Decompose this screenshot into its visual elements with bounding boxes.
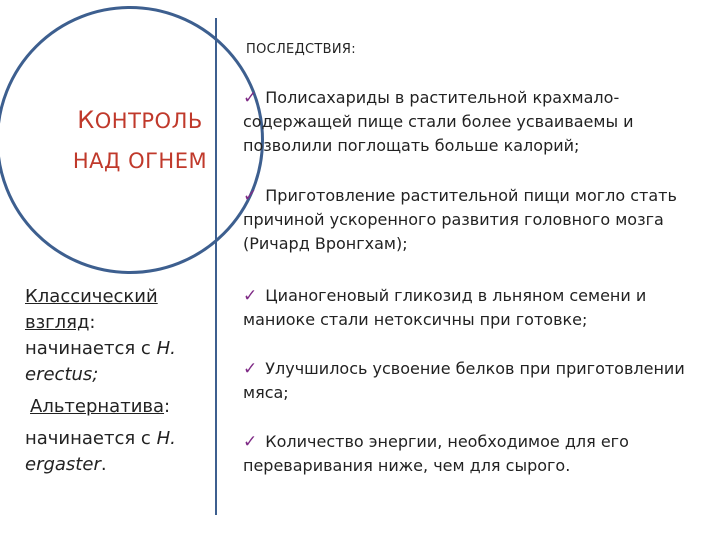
- title-line-1: [60, 100, 220, 141]
- alternative-colon: :: [164, 396, 171, 417]
- title-line-2: НАД ОГНЕМ: [72, 149, 208, 173]
- classic-label: Классический взгляд: [25, 286, 158, 333]
- alternative-view: [25, 428, 176, 475]
- heading-colon: :: [351, 42, 356, 57]
- alternative-period: .: [100, 454, 107, 475]
- check-icon: ✓: [243, 186, 258, 206]
- check-icon: ✓: [243, 88, 258, 108]
- classic-colon: :: [89, 312, 96, 333]
- consequence-item-4: [243, 357, 713, 405]
- slide-title: [60, 100, 220, 181]
- item-text: Улучшилось усвоение белков при приготовлении мяса;: [243, 359, 685, 402]
- item-text: Приготовление растительной пищи могло стать причиной ускоренного развития головного мозга (Ричард Вронгхам);: [243, 186, 677, 253]
- title-rest: ОНТРОЛЬ: [94, 109, 203, 133]
- heading-text: ПОСЛЕДСТВИЯ: [246, 42, 352, 57]
- classic-species: H. erectus;: [25, 338, 176, 385]
- consequence-item-1: [243, 86, 713, 158]
- alternative-species: H. ergaster: [25, 428, 176, 475]
- classic-text: начинается с: [25, 338, 157, 359]
- divider-line: [215, 18, 217, 515]
- check-icon: ✓: [243, 359, 258, 379]
- title-initial: К: [77, 106, 95, 134]
- consequences-heading: [246, 42, 356, 57]
- alternative-label: Альтернатива: [30, 396, 165, 417]
- alternative-text: начинается с: [25, 428, 157, 449]
- consequence-item-2: [243, 184, 713, 256]
- consequence-item-3: [243, 284, 713, 332]
- item-text: Цианогеновый гликозид в льняном семени и маниоке стали нетоксичны при готовке;: [243, 286, 647, 329]
- check-icon: ✓: [243, 286, 258, 306]
- consequence-item-5: [243, 430, 713, 478]
- classic-view: [25, 286, 176, 385]
- item-text: Полисахариды в растительной крахмало-содержащей пище стали более усваиваемы и позволили поглощать больше калорий;: [243, 88, 634, 155]
- item-text: Количество энергии, необходимое для его переваривания ниже, чем для сырого.: [243, 432, 629, 475]
- alternative-heading: [30, 394, 210, 420]
- check-icon: ✓: [243, 432, 258, 452]
- views-block: [25, 284, 210, 478]
